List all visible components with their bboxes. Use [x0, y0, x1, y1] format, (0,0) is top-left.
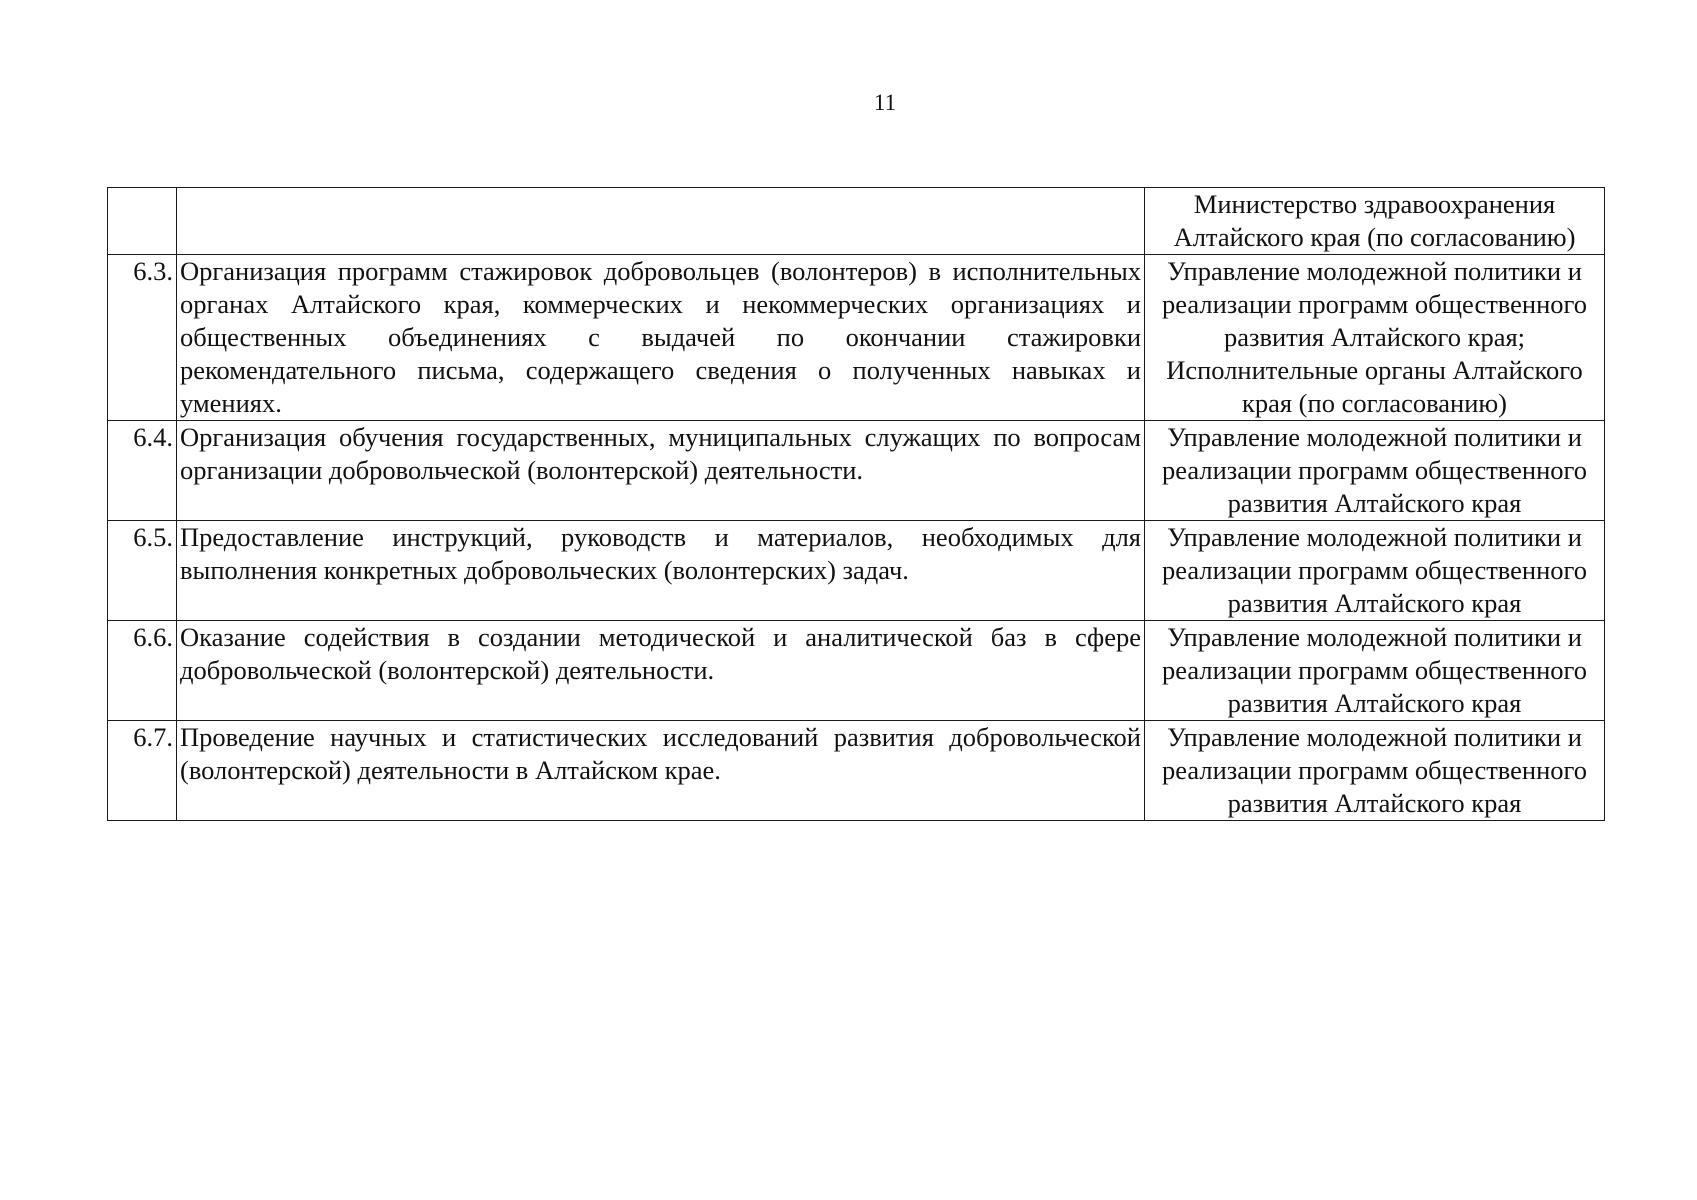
item-responsible: Министерство здравоохранения Алтайского края (по согласованию) [1145, 188, 1605, 255]
item-responsible: Управление молодежной политики и реализации программ общественного развития Алтайского края [1145, 521, 1605, 621]
item-description: Предоставление инструкций, руководств и материалов, необходимых для выполнения конкретных добровольческих (волонтерских) задач. [177, 521, 1145, 621]
measures-table [107, 187, 1605, 821]
item-number: 6.3. [108, 255, 177, 421]
item-description [177, 188, 1145, 255]
page-number: 11 [873, 90, 897, 115]
table-row [108, 521, 1605, 621]
item-responsible: Управление молодежной политики и реализации программ общественного развития Алтайского края [1145, 621, 1605, 721]
item-number: 6.6. [108, 621, 177, 721]
item-responsible: Управление молодежной политики и реализации программ общественного развития Алтайского края [1145, 421, 1605, 521]
table-row-continuation [108, 188, 1605, 255]
table-row [108, 721, 1605, 821]
item-number: 6.5. [108, 521, 177, 621]
item-description: Организация обучения государственных, муниципальных служащих по вопросам организации добровольческой (волонтерской) деятельности. [177, 421, 1145, 521]
table-row [108, 255, 1605, 421]
item-number: 6.4. [108, 421, 177, 521]
table-row [108, 621, 1605, 721]
item-description: Организация программ стажировок добровольцев (волонтеров) в исполнительных органах Алтайского края, коммерческих и некоммерческих организациях и общественных объединениях с выдачей по окончании стажировки рекомендательного письма, содержащего сведения о полученных навыках и умениях. [177, 255, 1145, 421]
item-number [108, 188, 177, 255]
item-description: Оказание содействия в создании методической и аналитической баз в сфере добровольческой (волонтерской) деятельности. [177, 621, 1145, 721]
item-responsible: Управление молодежной политики и реализации программ общественного развития Алтайского края [1145, 721, 1605, 821]
item-description: Проведение научных и статистических исследований развития добровольческой (волонтерской) деятельности в Алтайском крае. [177, 721, 1145, 821]
item-number: 6.7. [108, 721, 177, 821]
table-row [108, 421, 1605, 521]
item-responsible: Управление молодежной политики и реализации программ общественного развития Алтайского края; Исполнительные органы Алтайского края (по согласованию) [1145, 255, 1605, 421]
